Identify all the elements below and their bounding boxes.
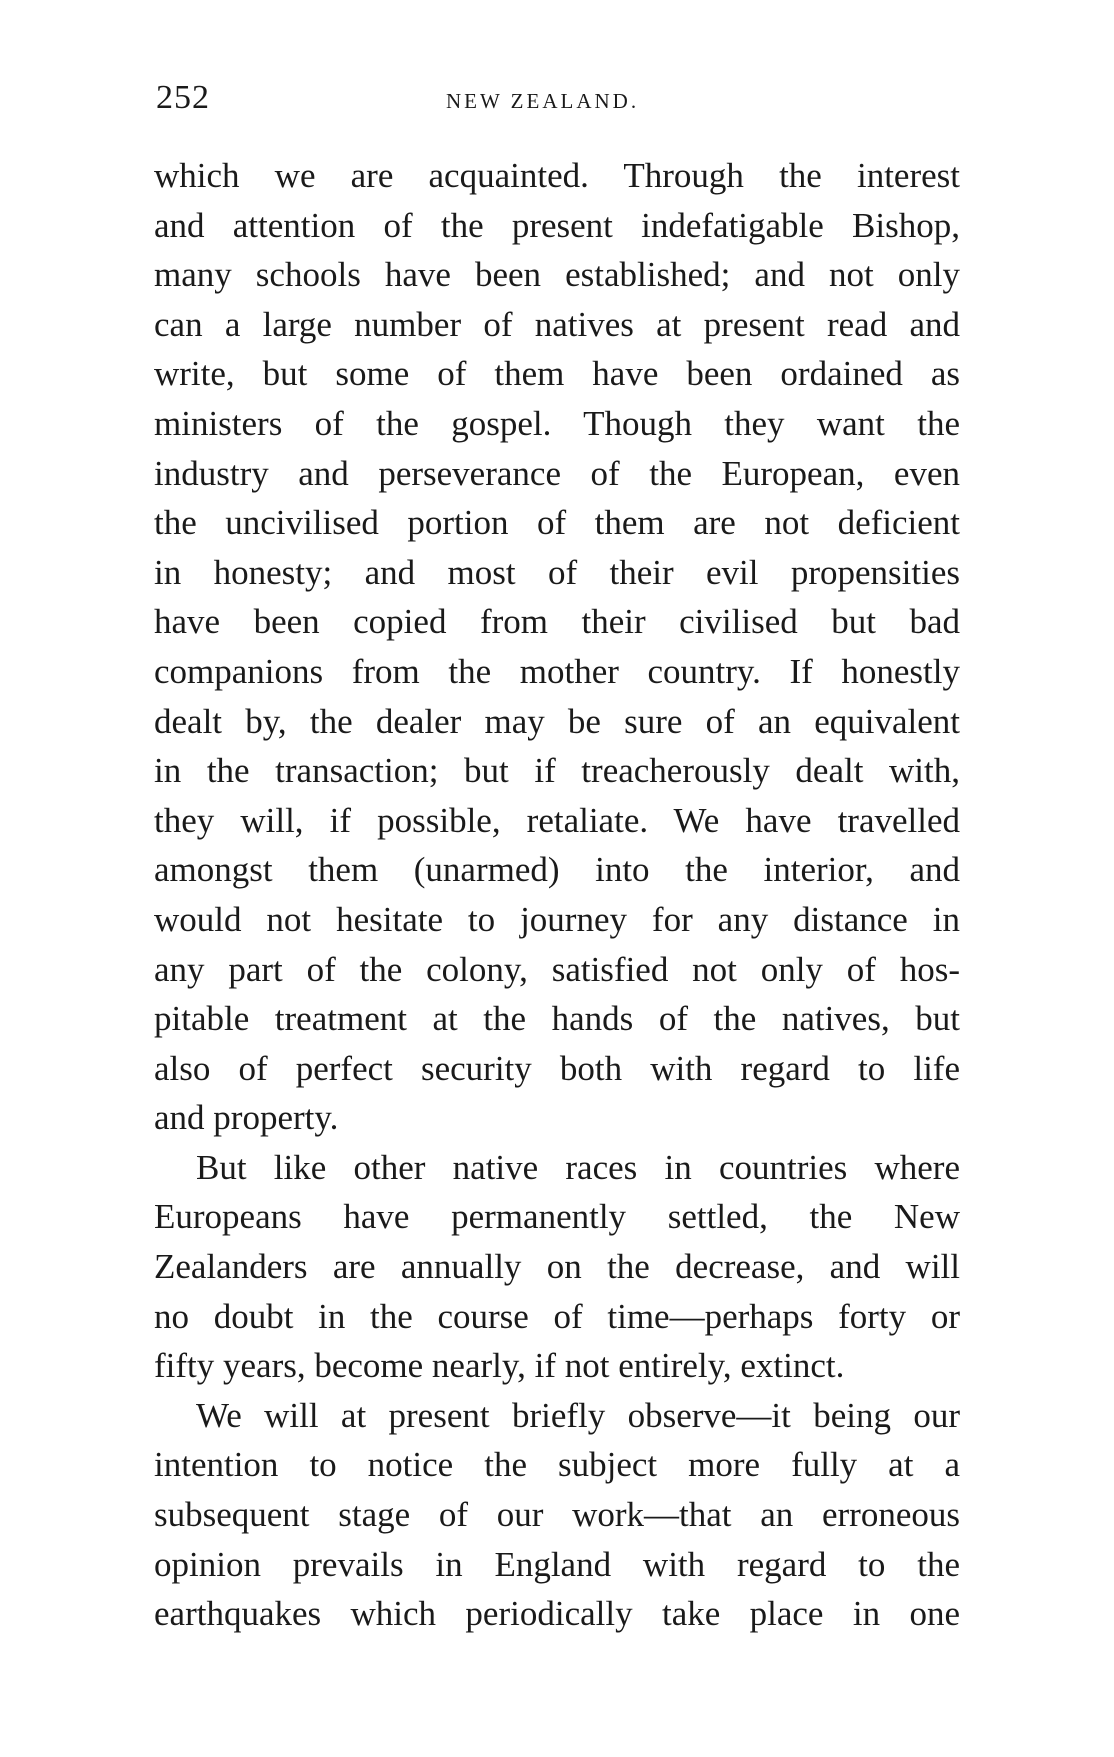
page-number: 252	[156, 79, 210, 116]
text-line: intention to notice the subject more fully at a	[154, 1445, 960, 1485]
text-line: they will, if possible, retaliate. We have travelled	[154, 800, 960, 840]
text-line: any part of the colony, satisfied not only of hos-	[154, 949, 960, 989]
text-line: and attention of the present indefatigable Bishop,	[154, 205, 960, 245]
text-line: write, but some of them have been ordained as	[154, 354, 960, 394]
running-head	[156, 78, 956, 118]
text-line: many schools have been established; and not only	[154, 255, 960, 295]
text-line: earthquakes which periodically take place in one	[154, 1594, 960, 1634]
text-line: Europeans have permanently settled, the New	[154, 1197, 960, 1237]
body-text	[154, 151, 960, 1639]
text-line: But like other native races in countries where	[196, 1147, 960, 1187]
text-line: pitable treatment at the hands of the natives, but	[154, 999, 960, 1039]
text-line: fifty years, become nearly, if not entirely, extinct.	[154, 1346, 845, 1386]
text-line: also of perfect security both with regard to life	[154, 1048, 960, 1088]
text-line: amongst them (unarmed) into the interior, and	[154, 850, 960, 890]
text-line: subsequent stage of our work—that an erroneous	[154, 1495, 960, 1535]
text-line: would not hesitate to journey for any distance in	[154, 899, 960, 939]
text-line: in the transaction; but if treacherously dealt with,	[154, 751, 960, 791]
text-line: no doubt in the course of time—perhaps forty or	[154, 1296, 960, 1336]
text-line: the uncivilised portion of them are not deficient	[154, 503, 960, 543]
text-line: opinion prevails in England with regard to the	[154, 1544, 960, 1584]
text-line: and property.	[154, 1098, 339, 1138]
text-line: have been copied from their civilised but bad	[154, 602, 960, 642]
text-line: dealt by, the dealer may be sure of an equivalent	[154, 701, 960, 741]
text-line: which we are acquainted. Through the interest	[154, 156, 960, 195]
text-line: companions from the mother country. If honestly	[154, 651, 960, 691]
text-line: industry and perseverance of the European, even	[154, 453, 960, 493]
text-line: ministers of the gospel. Though they want the	[154, 403, 960, 443]
text-line: in honesty; and most of their evil propensities	[154, 552, 960, 592]
running-title: NEW ZEALAND.	[446, 89, 640, 113]
text-line: can a large number of natives at present read and	[154, 304, 960, 344]
text-line: Zealanders are annually on the decrease, and will	[154, 1247, 960, 1287]
text-line: We will at present briefly observe—it being our	[196, 1395, 960, 1435]
